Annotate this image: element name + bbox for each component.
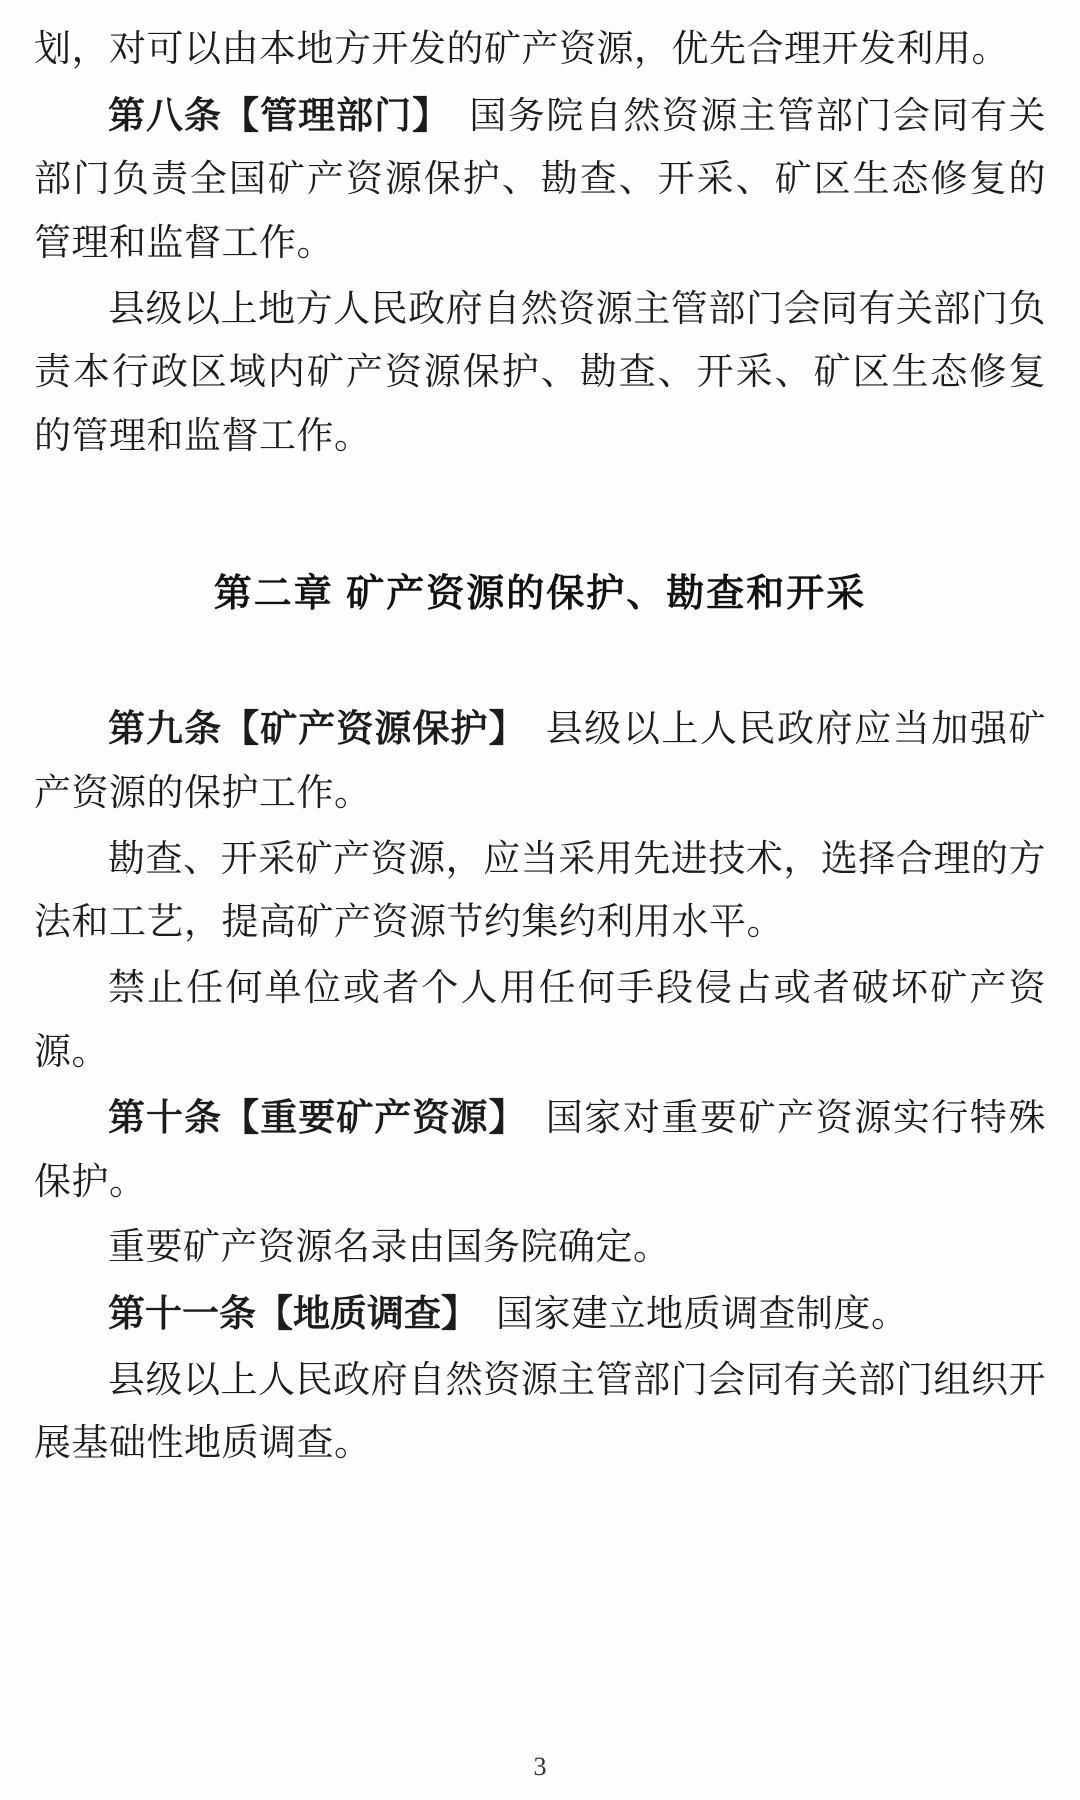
article-9-text: 县级以上人民政府应当加强矿产资源的保护工作。: [34, 709, 1046, 814]
article-8-label: 第八条【管理部门】: [108, 94, 451, 136]
article-10-label: 第十条【重要矿产资源】: [108, 1097, 527, 1139]
article-8: [34, 84, 1046, 276]
article-9-paragraph-2: 勘查、开采矿产资源，应当采用先进技术，选择合理的方法和工艺，提高矿产资源节约集约利用水平。: [34, 838, 1046, 944]
article-11-text: 国家建立地质调查制度。: [496, 1294, 909, 1335]
article-8-text: 国务院自然资源主管部门会同有关部门负责全国矿产资源保护、勘查、开采、矿区生态修复的管理和监督工作。: [34, 95, 1046, 264]
article-10-text: 国家对重要矿产资源实行特殊保护。: [34, 1098, 1046, 1203]
section-gap-bottom: [34, 617, 1046, 697]
article-10-paragraph-2: 重要矿产资源名录由国务院确定。: [108, 1227, 671, 1269]
article-9: [34, 697, 1046, 825]
article-11-label: 第十一条【地质调查】: [108, 1293, 478, 1334]
page-number: 3: [533, 1752, 547, 1781]
section-gap-top: [34, 470, 1046, 562]
article-11: [34, 1282, 1046, 1347]
paragraph-continuation: 划，对可以由本地方开发的矿产资源，优先合理开发利用。: [34, 29, 1009, 70]
chapter-2-heading: 第二章 矿产资源的保护、勘查和开采: [213, 573, 867, 616]
article-9-label: 第九条【矿产资源保护】: [108, 708, 527, 750]
article-9-paragraph-3: 禁止任何单位或者个人用任何手段侵占或者破坏矿产资源。: [34, 967, 1046, 1073]
article-8-paragraph-2: 县级以上地方人民政府自然资源主管部门会同有关部门负责本行政区域内矿产资源保护、勘查、开采、矿区生态修复的管理和监督工作。: [34, 288, 1046, 457]
article-10: [34, 1086, 1046, 1214]
article-11-paragraph-2: 县级以上人民政府自然资源主管部门会同有关部门组织开展基础性地质调查。: [34, 1359, 1046, 1465]
